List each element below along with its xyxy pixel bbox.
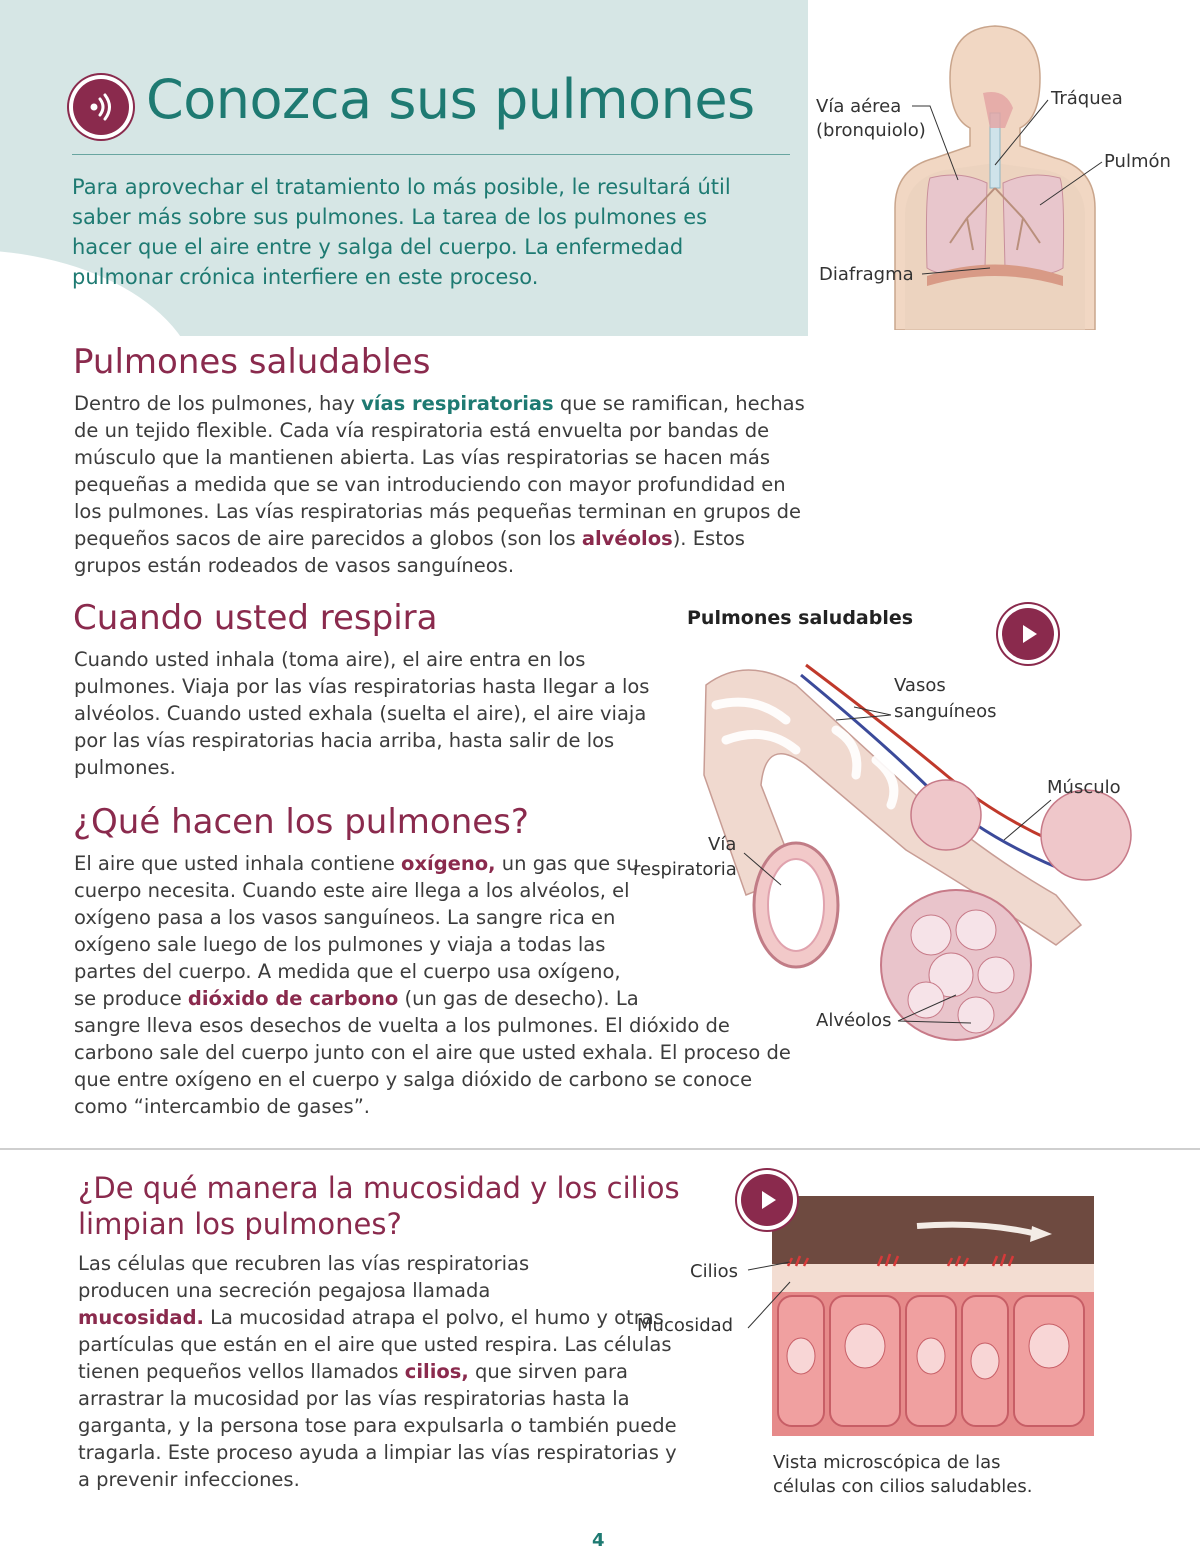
label-muscle: Músculo [1047,777,1121,798]
label-lung: Pulmón [1104,151,1171,172]
term-cilia: cilios, [404,1360,469,1383]
anatomy-leader-lines [0,0,1200,340]
page-title: Conozca sus pulmones [146,68,755,131]
label-airway: Vía aérea [816,96,902,117]
what-lungs-do-text: El aire que usted inhala contiene oxígeno, un gas que su cuerpo necesita. Cuando este aire llega a los alvéolos, el oxígeno pasa a los vasos sanguíneos. La sangre rica en oxígeno sale luego de los pulmones y viaja a todas las partes del cuerpo. A medida que el cuerpo usa oxígeno, se produce dióxido de carbono (un gas de desecho). La sangre lleva esos desechos de vuelta a los pulmones. El dióxido de carbono sale del cuerpo junto con el aire que usted exhala. El proceso de que entre oxígeno en el cuerpo y salga dióxido de carbono se conoce como “intercambio de gases”. [74,850,809,1120]
heading-healthy-lungs: Pulmones saludables [73,342,431,382]
caption-line-2: células con cilios saludables. [773,1476,1033,1497]
label-diaphragm: Diafragma [819,264,914,285]
heading-when-you-breathe: Cuando usted respira [73,598,438,638]
cilia-leader-lines [0,1150,1200,1370]
label-alveoli: Alvéolos [816,1010,892,1031]
play-icon [1014,620,1042,648]
float-spacer [644,850,809,1010]
term-mucus: mucosidad. [78,1306,204,1329]
label-mucus: Mucosidad [637,1315,734,1336]
label-trachea: Tráquea [1051,88,1123,109]
label-vessels-1: Vasos [894,675,946,696]
caption-line-1: Vista microscópica de las [773,1452,1001,1473]
term-carbon-dioxide: dióxido de carbono [187,987,399,1010]
term-alveoli: alvéolos [581,527,673,550]
figure-title-healthy-lungs: Pulmones saludables [687,607,914,629]
healthy-lungs-text: Dentro de los pulmones, hay vías respiratorias que se ramifican, hechas de un tejido flexible. Cada vía respiratoria está envuelta por bandas de músculo que la mantienen abierta. Las vías respiratorias se hacen más pequeñas a medida que se van introduciendo con mayor profundidad en los pulmones. Las vías respiratorias más pequeñas terminan en grupos de pequeños sacos de aire parecidos a globos (son los alvéolos). Estos grupos están rodeados de vasos sanguíneos. [74,392,805,577]
label-airway-fig-1: Vía [708,834,737,855]
page-number: 4 [592,1530,605,1551]
label-cilia: Cilios [690,1261,738,1282]
heading-what-lungs-do: ¿Qué hacen los pulmones? [73,802,529,842]
term-oxygen: oxígeno, [401,852,496,875]
label-airway-sub: (bronquiolo) [816,120,926,141]
intro-text: Para aprovechar el tratamiento lo más posible, le resultará útil saber más sobre sus pulmones. La tarea de los pulmones es hacer que el aire entre y salga del cuerpo. La enfermedad pulmonar crónica interfiere en este proceso. [72,175,731,289]
label-airway-fig-2: respiratoria [633,859,737,880]
heading-mucus-cilia: ¿De qué manera la mucosidad y los cilios limpian los pulmones? [78,1171,680,1241]
breathe-text: Cuando usted inhala (toma aire), el aire entra en los pulmones. Viaja por las vías respiratorias hasta llegar a los alvéolos. Cuando usted exhala (suelta el aire), el aire viaja por las vías respiratorias hacia arriba, hasta salir de los pulmones. [74,648,650,779]
mucus-cilia-text: Las células que recubren las vías respiratorias producen una secreción pegajosa llamada mucosidad. La mucosidad atrapa el polvo, el humo y otras partículas que están en el aire que usted respira. Las células tienen pequeños vellos llamados cilios, que sirven para arrastrar la mucosidad por las vías respiratorias hasta la garganta, y la persona tose para expulsarla o también puede tragarla. Este proceso ayuda a limpiar las vías respiratorias y a prevenir infecciones. [78,1250,690,1520]
label-vessels-2: sanguíneos [894,701,997,722]
term-airways: vías respiratorias [361,392,554,415]
